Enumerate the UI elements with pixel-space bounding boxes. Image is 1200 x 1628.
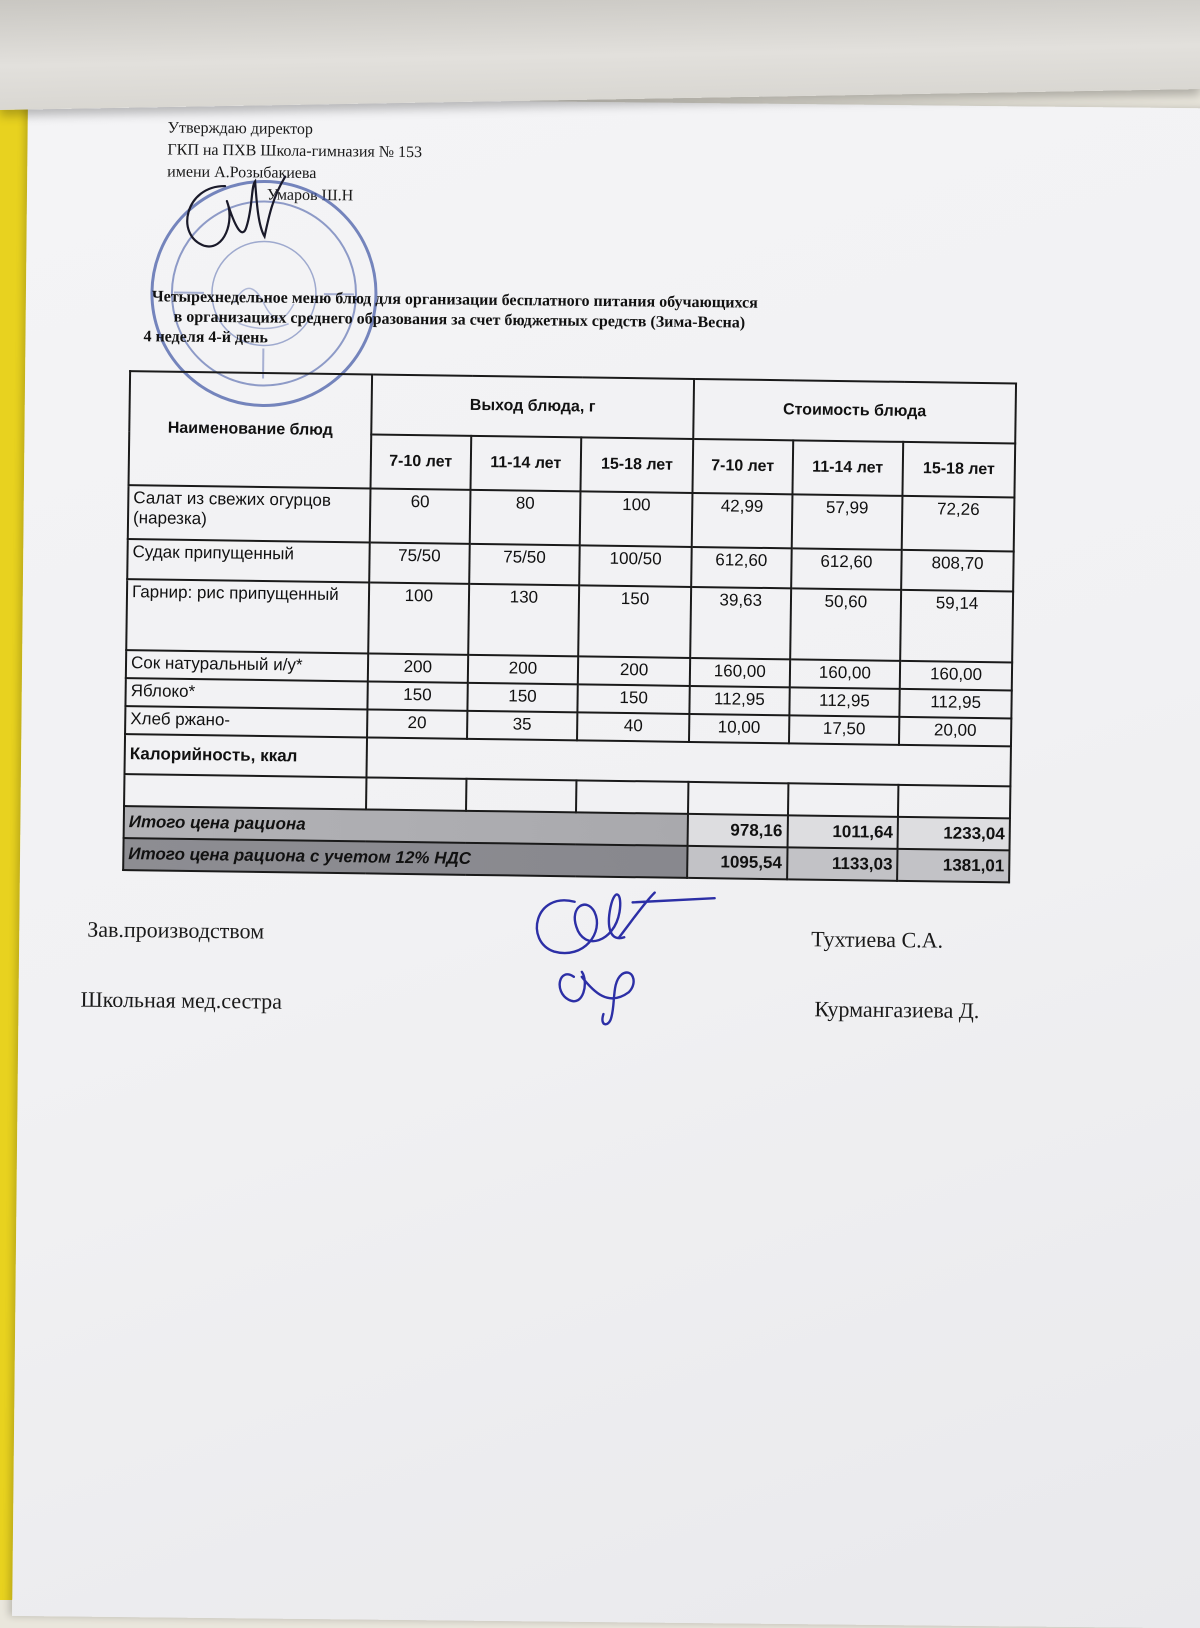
empty-cell xyxy=(688,782,788,815)
footer-signatures xyxy=(513,881,735,1043)
dish-name: Гарнир: рис припущенный xyxy=(126,579,369,653)
cell-value: 130 xyxy=(468,584,580,657)
cell-value: 39,63 xyxy=(690,587,791,659)
cell-value: 612,60 xyxy=(691,547,791,588)
cell-value: 160,00 xyxy=(900,661,1012,691)
total-value: 1011,64 xyxy=(787,815,898,849)
header-age-group: 7-10 лет xyxy=(692,439,792,494)
cell-value: 100 xyxy=(368,582,469,654)
title-line-2: в организациях среднего образования за счет бюджетных средств (Зима-Весна) xyxy=(144,307,1004,336)
dish-name: Хлеб ржано- xyxy=(125,706,367,737)
empty-cell xyxy=(124,774,366,809)
cell-value: 20,00 xyxy=(899,717,1011,747)
cell-value: 20 xyxy=(367,709,467,738)
cell-value: 75/50 xyxy=(469,544,580,586)
cell-value: 50,60 xyxy=(790,588,902,661)
director-signature xyxy=(164,165,295,261)
dish-name: Сок натуральный и/у* xyxy=(126,650,368,681)
cell-value: 112,95 xyxy=(789,687,900,717)
total-value: 978,16 xyxy=(688,814,788,847)
approval-line-1: Утверждаю директор xyxy=(168,117,423,142)
table-row xyxy=(126,579,1013,662)
footer-name-2: Курмангазиева Д. xyxy=(814,996,979,1024)
dish-name: Яблоко* xyxy=(125,678,367,709)
cell-value: 35 xyxy=(467,711,578,741)
cell-value: 200 xyxy=(578,656,690,686)
cell-value: 59,14 xyxy=(900,590,1013,663)
cell-value: 112,95 xyxy=(689,686,789,715)
footer-role-2: Школьная мед.сестра xyxy=(80,987,282,1015)
menu-table xyxy=(122,370,1017,883)
empty-cell xyxy=(788,783,899,817)
cell-value: 200 xyxy=(467,655,578,685)
header-dish-name: Наименование блюд xyxy=(129,371,373,488)
approval-director-name: Умаров Ш.Н xyxy=(167,183,422,208)
header-age-group: 15-18 лет xyxy=(581,437,694,493)
total-label: Итого цена рациона xyxy=(124,806,688,846)
folded-page-edge xyxy=(0,0,1200,110)
document-page xyxy=(12,96,1200,1628)
total-vat-label: Итого цена рациона с учетом 12% НДС xyxy=(123,838,687,878)
empty-cell xyxy=(576,780,688,814)
cell-value: 612,60 xyxy=(791,548,902,590)
header-age-group: 11-14 лет xyxy=(792,440,903,496)
total-vat-value: 1133,03 xyxy=(787,847,898,881)
title-line-1: Четырехнедельное меню блюд для организации бесплатного питания обучающихся xyxy=(144,287,1004,316)
total-vat-value: 1095,54 xyxy=(687,846,787,879)
cell-value: 150 xyxy=(578,684,690,714)
cell-value: 808,70 xyxy=(901,550,1013,592)
calories-label: Калорийность, ккал xyxy=(124,734,367,777)
cell-value: 150 xyxy=(367,681,467,710)
approval-line-3: имени А.Розыбакиева xyxy=(167,161,422,186)
cell-value: 60 xyxy=(370,488,470,543)
cell-value: 200 xyxy=(368,653,468,682)
cell-value: 72,26 xyxy=(902,496,1015,552)
cell-value: 150 xyxy=(578,585,691,658)
title-week-day: 4 неделя 4-й день xyxy=(143,327,1003,356)
cell-value: 75/50 xyxy=(369,542,469,583)
total-vat-value: 1381,01 xyxy=(897,849,1009,883)
approval-line-2: ГКП на ПХВ Школа-гимназия № 153 xyxy=(167,139,422,164)
total-value: 1233,04 xyxy=(898,817,1010,851)
dish-name: Салат из свежих огурцов (нарезка) xyxy=(128,485,371,542)
empty-cell xyxy=(466,779,577,813)
header-age-group: 15-18 лет xyxy=(903,442,1016,498)
cell-value: 112,95 xyxy=(900,689,1012,719)
header-age-group: 11-14 лет xyxy=(470,436,581,492)
footer-role-1: Зав.производством xyxy=(87,917,264,945)
footer-name-1: Тухтиева С.А. xyxy=(811,926,943,953)
header-cost: Стоимость блюда xyxy=(693,379,1016,443)
cell-value: 150 xyxy=(467,683,578,713)
header-age-group: 7-10 лет xyxy=(371,434,471,489)
cell-value: 160,00 xyxy=(789,659,900,689)
cell-value: 80 xyxy=(469,490,580,546)
cell-value: 160,00 xyxy=(690,658,790,687)
header-output: Выход блюда, г xyxy=(371,374,694,438)
cell-value: 100 xyxy=(580,491,693,547)
cell-value: 100/50 xyxy=(579,545,691,587)
cell-value: 10,00 xyxy=(689,714,789,743)
cell-value: 57,99 xyxy=(791,494,902,550)
empty-cell xyxy=(898,785,1010,819)
empty-cell xyxy=(366,777,466,810)
cell-value: 40 xyxy=(577,712,689,742)
document-title xyxy=(143,287,1004,356)
cell-value: 42,99 xyxy=(692,493,792,548)
cell-value: 17,50 xyxy=(789,715,900,745)
dish-name: Судак припущенный xyxy=(127,539,370,582)
